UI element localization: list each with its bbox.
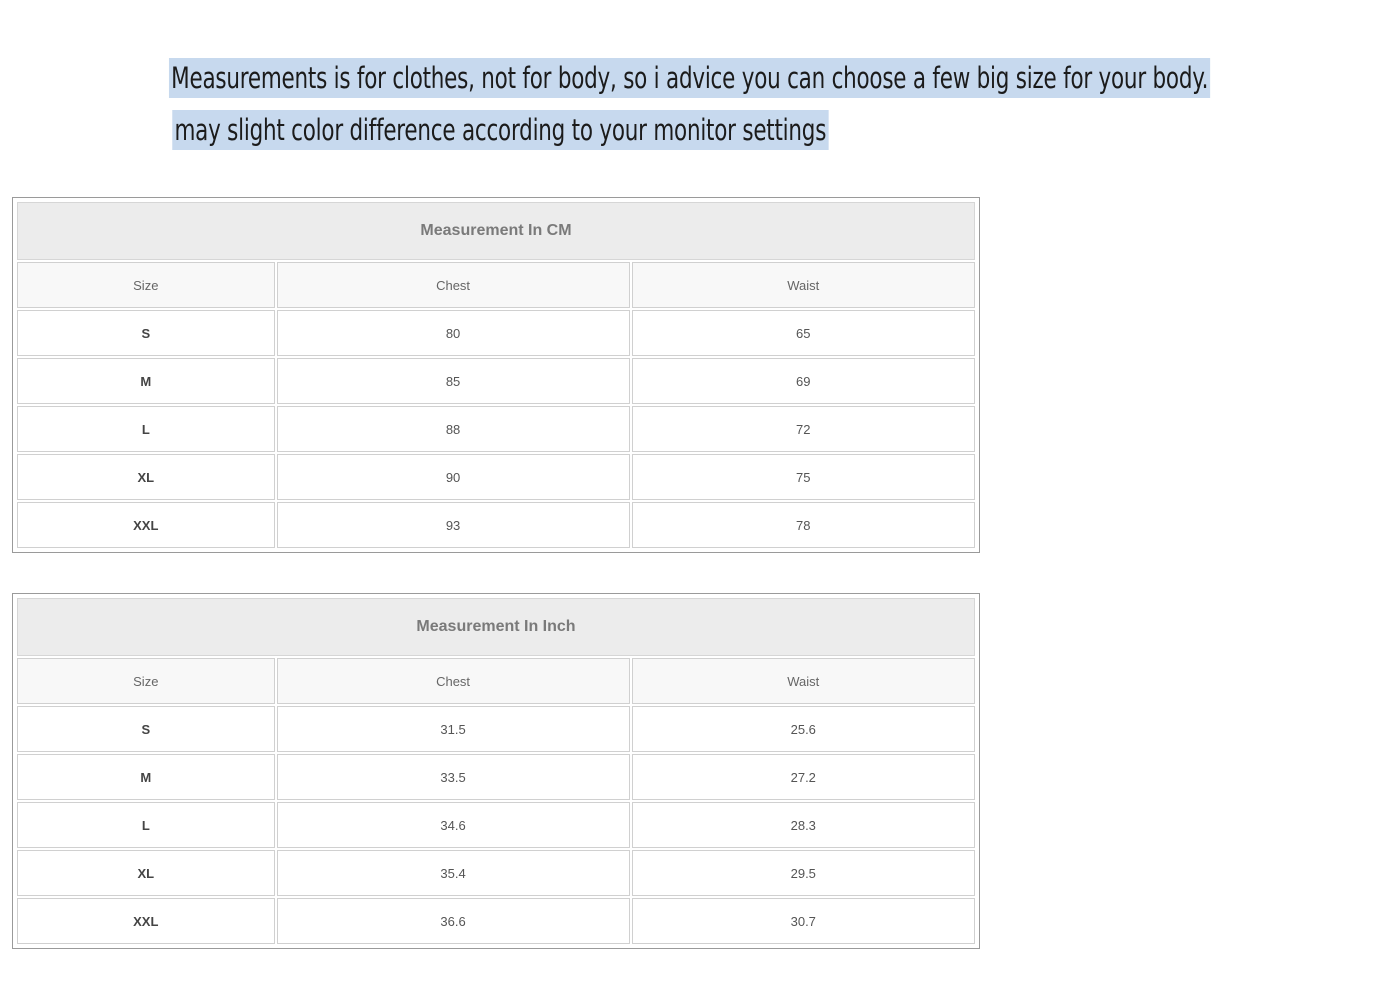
chest-cell: 35.4 [277, 850, 630, 896]
table-row [17, 706, 975, 752]
table-row [17, 310, 975, 356]
size-table-cm [12, 197, 980, 553]
size-cell: XL [17, 850, 275, 896]
chest-cell: 93 [277, 502, 630, 548]
column-header-waist: Waist [632, 262, 975, 308]
waist-cell: 27.2 [632, 754, 975, 800]
column-header-size: Size [17, 658, 275, 704]
waist-cell: 69 [632, 358, 975, 404]
size-cell: S [17, 706, 275, 752]
column-header-chest: Chest [277, 658, 630, 704]
column-header-size: Size [17, 262, 275, 308]
table-row [17, 358, 975, 404]
notice-line-2: may slight color difference according to your monitor settings [172, 110, 828, 150]
size-cell: M [17, 358, 275, 404]
table-row [17, 454, 975, 500]
chest-cell: 34.6 [277, 802, 630, 848]
waist-cell: 28.3 [632, 802, 975, 848]
waist-cell: 65 [632, 310, 975, 356]
table-caption: Measurement In Inch [17, 598, 975, 656]
chest-cell: 80 [277, 310, 630, 356]
table-row [17, 898, 975, 944]
size-table-inch [12, 593, 980, 949]
chest-cell: 36.6 [277, 898, 630, 944]
chest-cell: 85 [277, 358, 630, 404]
column-header-chest: Chest [277, 262, 630, 308]
notice-line-1: Measurements is for clothes, not for body, so i advice you can choose a few big size for your body. [169, 58, 1211, 98]
chest-cell: 33.5 [277, 754, 630, 800]
table-row [17, 754, 975, 800]
waist-cell: 72 [632, 406, 975, 452]
size-cell: S [17, 310, 275, 356]
size-cell: XXL [17, 898, 275, 944]
waist-cell: 25.6 [632, 706, 975, 752]
waist-cell: 29.5 [632, 850, 975, 896]
size-cell: L [17, 802, 275, 848]
waist-cell: 75 [632, 454, 975, 500]
table-row [17, 406, 975, 452]
measurement-notice [0, 58, 1209, 162]
chest-cell: 31.5 [277, 706, 630, 752]
waist-cell: 78 [632, 502, 975, 548]
size-cell: XXL [17, 502, 275, 548]
table-row [17, 802, 975, 848]
table-header-row [17, 658, 975, 704]
size-cell: XL [17, 454, 275, 500]
size-cell: L [17, 406, 275, 452]
table-row [17, 850, 975, 896]
chest-cell: 90 [277, 454, 630, 500]
column-header-waist: Waist [632, 658, 975, 704]
table-row [17, 502, 975, 548]
chest-cell: 88 [277, 406, 630, 452]
table-caption: Measurement In CM [17, 202, 975, 260]
table-header-row [17, 262, 975, 308]
waist-cell: 30.7 [632, 898, 975, 944]
size-cell: M [17, 754, 275, 800]
